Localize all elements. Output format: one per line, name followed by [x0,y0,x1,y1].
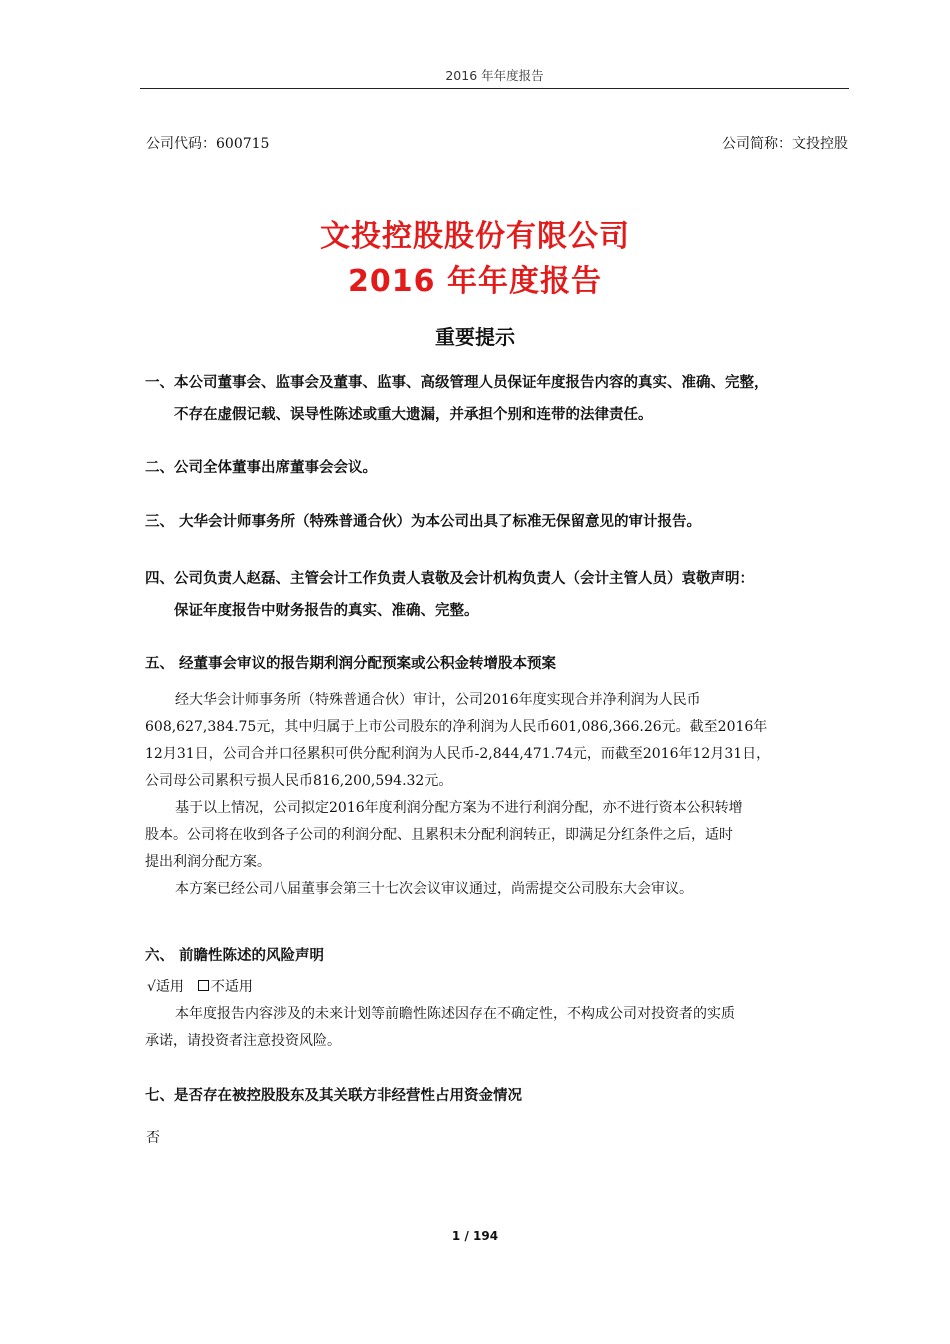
p1-line3: 12月31日，公司合并口径累积可供分配利润为人民币-2,844,471.74元，而截至2016年12月31日， [145,746,771,762]
report-title-year: 2016 年年度报告 [348,264,602,299]
p3-line: 本方案已经公司八届董事会第三十七次会议审议通过，尚需提交公司股东大会审议。 [175,881,693,897]
header-divider [140,88,849,89]
notice-item-1-line2: 不存在虚假记载、误导性陈述或重大遗漏，并承担个别和连带的法律责任。 [174,407,653,423]
p2-line1: 基于以上情况，公司拟定2016年度利润分配方案为不进行利润分配，亦不进行资本公积转增 [175,800,743,816]
page-number: 1 / 194 [451,1229,499,1243]
checkbox-icon [198,980,209,991]
notice-item-4-line1: 四、公司负责人赵磊、主管会计工作负责人袁敬及会计机构负责人（会计主管人员）袁敬声明： [145,571,754,587]
applicability-options [147,976,253,996]
p1-line4: 公司母公司累积亏损人民币816,200,594.32元。 [145,773,453,789]
p1-line2: 608,627,384.75元，其中归属于上市公司股东的净利润为人民币601,086,366.26元。截至2016年 [145,719,768,735]
p2-line2: 股本。公司将在收到各子公司的利润分配、且累积未分配利润转正，即满足分红条件之后，适时 [145,827,733,843]
company-code: 公司代码：600715 [146,136,270,152]
notice-item-4-line2: 保证年度报告中财务报告的真实、准确、完整。 [174,603,479,619]
company-abbreviation: 公司简称：文投控股 [722,136,848,152]
p2-line3: 提出利润分配方案。 [145,854,271,870]
notice-item-5: 五、 经董事会审议的报告期利润分配预案或公积金转增股本预案 [145,656,557,672]
not-applicable-option: 不适用 [210,979,253,995]
running-header: 2016 年年度报告 [445,68,544,83]
fl-line1: 本年度报告内容涉及的未来计划等前瞻性陈述因存在不确定性，不构成公司对投资者的实质 [175,1006,735,1022]
notice-item-1-line1: 一、本公司董事会、监事会及董事、监事、高级管理人员保证年度报告内容的真实、准确、完整， [145,375,769,391]
notice-item-7: 七、是否存在被控股股东及其关联方非经营性占用资金情况 [145,1088,522,1104]
fund-occupation-answer: 否 [146,1130,160,1146]
notice-item-3: 三、 大华会计师事务所（特殊普通合伙）为本公司出具了标准无保留意见的审计报告。 [145,514,702,530]
notice-item-6: 六、 前瞻性陈述的风险声明 [145,948,325,964]
profit-distribution-text [145,687,852,903]
fl-line2: 承诺，请投资者注意投资风险。 [145,1033,341,1049]
notice-item-4 [145,563,857,627]
p1-line1: 经大华会计师事务所（特殊普通合伙）审计，公司2016年度实现合并净利润为人民币 [175,692,701,708]
section-heading: 重要提示 [435,325,515,349]
forward-looking-text [145,1001,852,1055]
notice-item-1 [145,367,857,431]
applicable-option: √适用 [147,979,184,995]
report-title-company: 文投控股股份有限公司 [320,219,630,254]
notice-item-2: 二、公司全体董事出席董事会会议。 [145,460,377,476]
